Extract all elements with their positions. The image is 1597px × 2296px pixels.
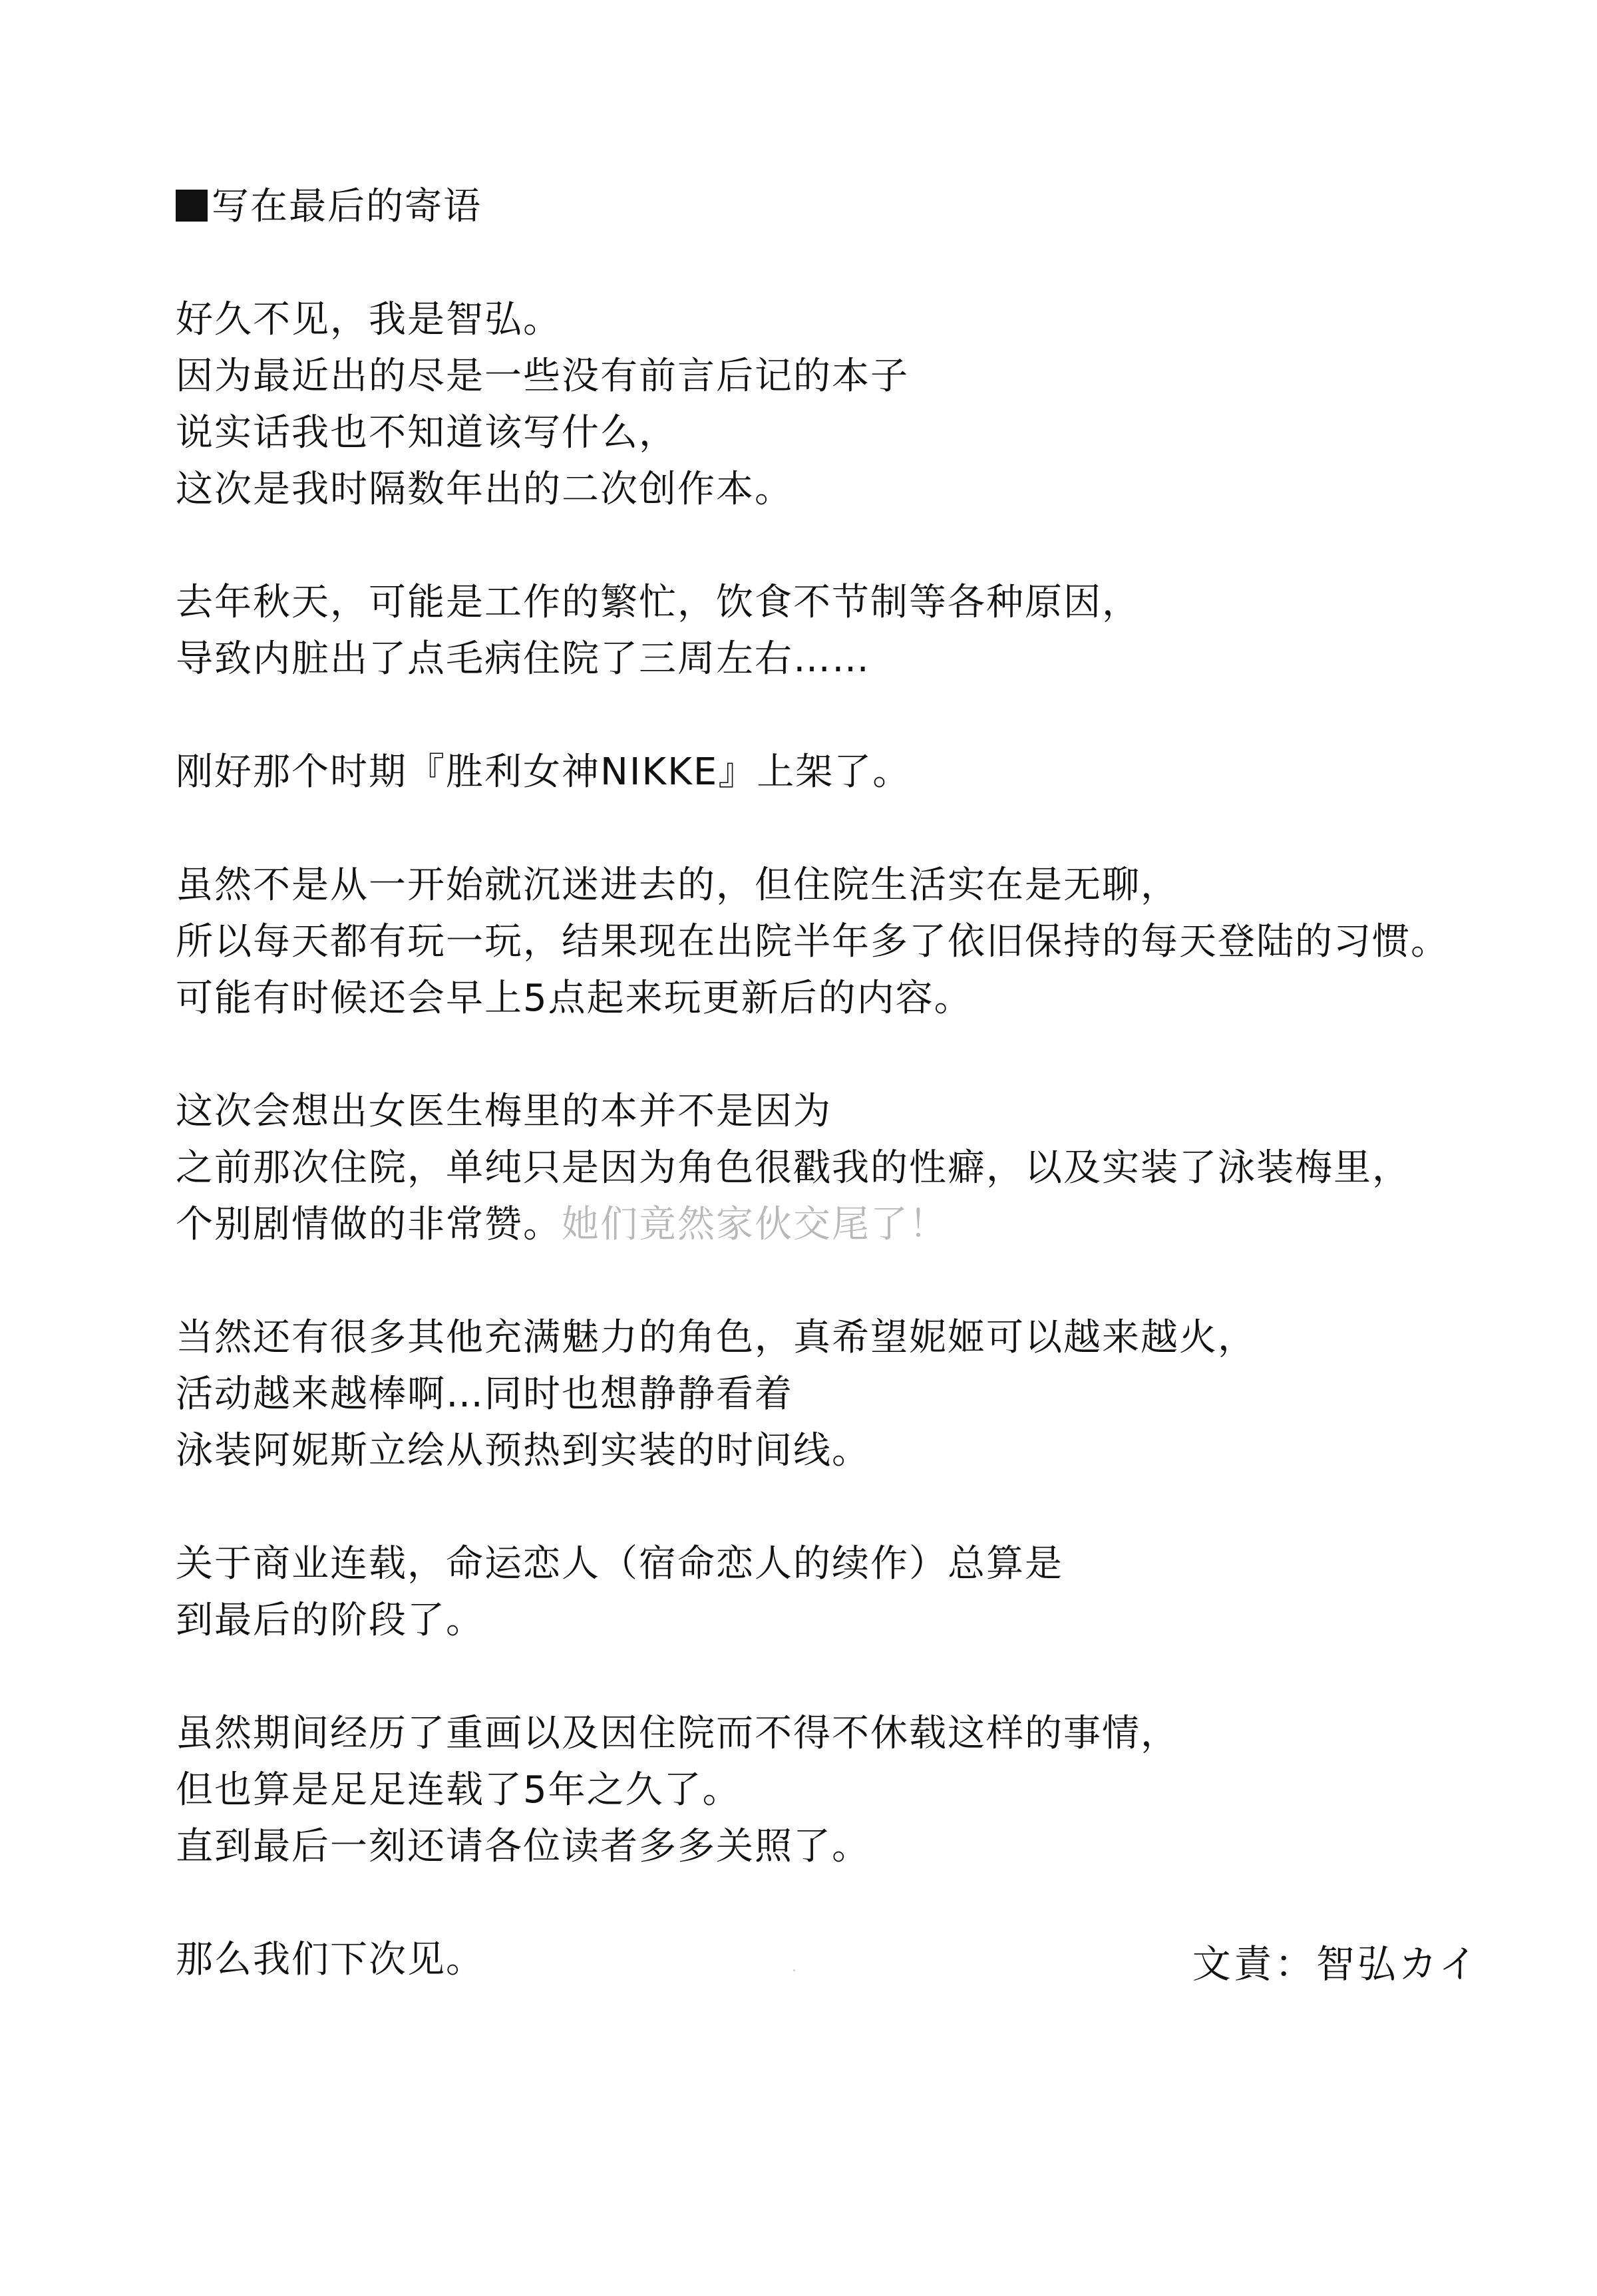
paragraph xyxy=(176,574,1560,687)
text-line: 这次会想出女医生梅里的本并不是因为 xyxy=(176,1090,832,1133)
text-line: 因为最近出的尽是一些没有前言后记的本子 xyxy=(176,355,909,398)
text-line: 导致内脏出了点毛病住院了三周左右…… xyxy=(176,637,870,681)
text-line: 刚好那个时期『胜利女神NIKKE』上架了。 xyxy=(176,750,912,794)
paragraph xyxy=(176,1705,1560,1875)
text-line: 泳装阿妮斯立绘从预热到实装的时间线。 xyxy=(176,1429,870,1472)
text-line: 虽然期间经历了重画以及因住院而不得不休载这样的事情， xyxy=(176,1712,1179,1755)
author-signature: 文責：智弘カイ xyxy=(1192,1941,1480,1987)
text-line: 所以每天都有玩一玩，结果现在出院半年多了依旧保持的每天登陆的习惯。 xyxy=(176,920,1449,963)
paragraph xyxy=(176,857,1560,1027)
afterword-body xyxy=(176,178,1560,2045)
text-line: 这次是我时隔数年出的二次创作本。 xyxy=(176,468,793,511)
text-line: 活动越来越棒啊…同时也想静静看着 xyxy=(176,1373,793,1416)
heading-text: 写在最后的寄语 xyxy=(212,185,482,228)
text-line: 说实话我也不知道该写什么， xyxy=(176,411,677,454)
translator-aside: 她们竟然家伙交尾了！ xyxy=(562,1203,948,1246)
black-square-icon xyxy=(176,190,208,222)
paragraph xyxy=(176,1536,1560,1649)
text-line xyxy=(176,1196,1560,1253)
text-line: 关于商业连载，命运恋人（宿命恋人的续作）总算是 xyxy=(176,1542,1063,1585)
text-line: 好久不见，我是智弘。 xyxy=(176,298,562,341)
text-line: 可能有时候还会早上5点起来玩更新后的内容。 xyxy=(176,977,973,1020)
text-line: 但也算是足足连载了5年之久了。 xyxy=(176,1768,741,1812)
paragraph xyxy=(176,744,1560,800)
text-line: 那么我们下次见。 xyxy=(176,1938,484,1981)
print-speck xyxy=(793,1969,795,1971)
text-line: 之前那次住院，单纯只是因为角色很戳我的性癖，以及实装了泳装梅里， xyxy=(176,1146,1411,1190)
text-line: 去年秋天，可能是工作的繁忙，饮食不节制等各种原因， xyxy=(176,581,1141,624)
text-line: 虽然不是从一开始就沉迷进去的，但住院生活实在是无聊， xyxy=(176,864,1179,907)
paragraph xyxy=(176,1309,1560,1479)
text-line: 直到最后一刻还请各位读者多多关照了。 xyxy=(176,1825,870,1868)
paragraph xyxy=(176,1083,1560,1253)
text-line: 当然还有很多其他充满魅力的角色，真希望妮姬可以越来越火， xyxy=(176,1316,1256,1359)
text-line: 到最后的阶段了。 xyxy=(176,1599,484,1642)
afterword-heading xyxy=(176,178,1560,235)
text-line-main: 个别剧情做的非常赞。 xyxy=(176,1203,562,1246)
paragraph xyxy=(176,291,1560,518)
